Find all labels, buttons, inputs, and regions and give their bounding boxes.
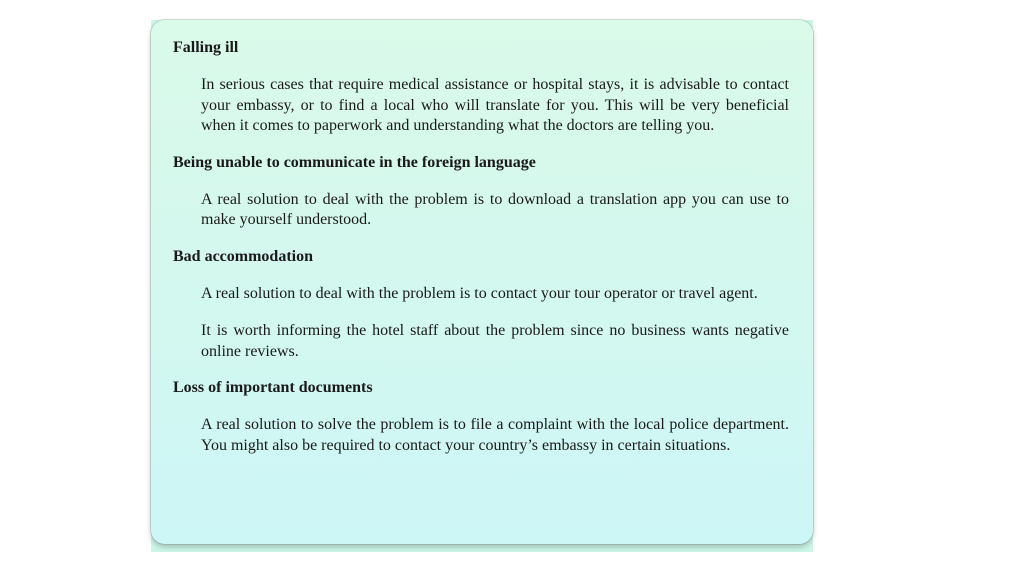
section-paragraph-communication: A real solution to deal with the problem is to download a translation app you can use to make yourself understood. [201,190,789,228]
section-paragraph-accommodation-1: A real solution to deal with the problem is to contact your tour operator or travel agent. [201,284,758,302]
section-heading-accommodation: Bad accommodation [173,247,313,265]
section-paragraph-documents: A real solution to solve the problem is to file a complaint with the local police department. You might also be required to contact your country’s embassy in certain situations. [201,416,789,454]
section-paragraph-accommodation-2: It is worth informing the hotel staff about the problem since no business wants negative online reviews. [201,322,789,360]
section-paragraph-falling-ill: In serious cases that require medical assistance or hospital stays, it is advisable to contact your embassy, or to find a local who will translate for you. This will be very beneficial when it comes to paperwork and understanding what the doctors are telling you. [201,76,789,134]
content-card [151,20,813,544]
section-heading-communication: Being unable to communicate in the foreign language [173,153,536,171]
section-heading-falling-ill: Falling ill [173,39,239,56]
section-heading-documents: Loss of important documents [173,379,373,396]
